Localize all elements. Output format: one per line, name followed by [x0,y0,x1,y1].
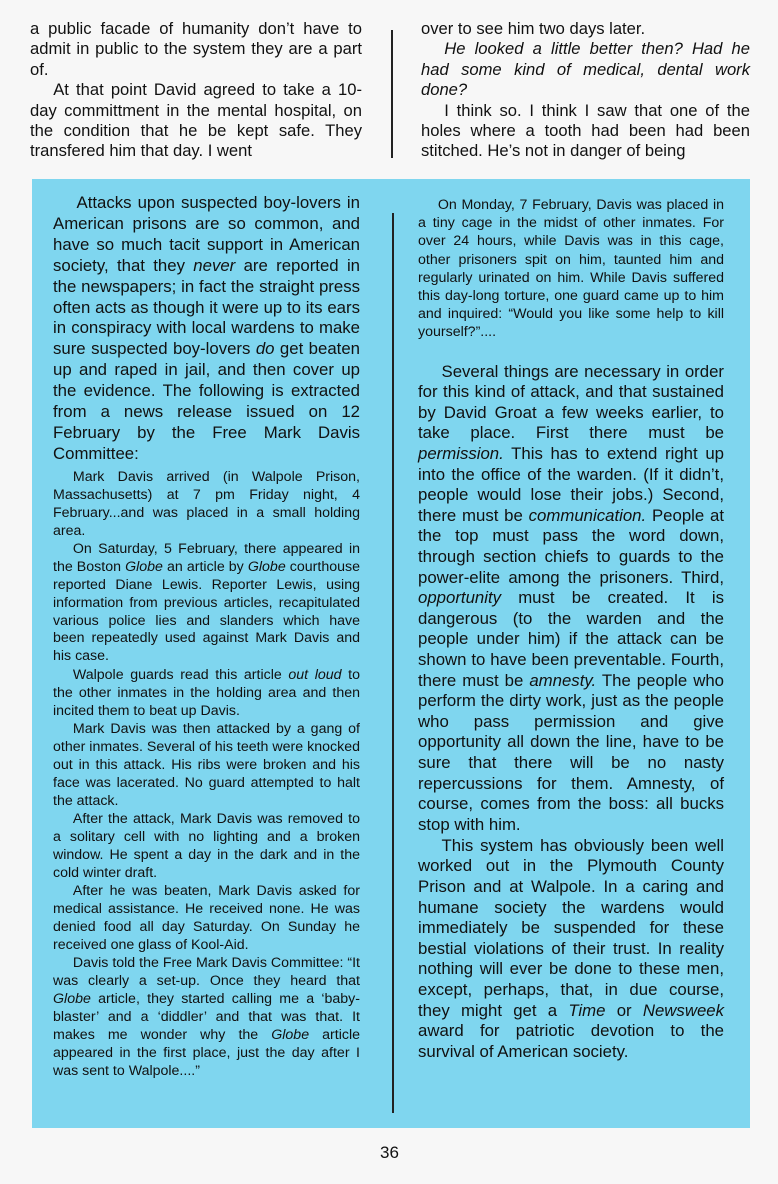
paragraph: a public facade of humanity don’t have to admit in public to the system they are a part of. [30,19,362,79]
sidebar-left-column [53,193,360,1081]
paragraph: After the attack, Mark Davis was removed to a solitary cell with no lighting and a broken window. He spent a day in the dark and in the cold winter draft. [53,811,360,881]
paragraph: This system has obviously been well worked out in the Plymouth County Prison and at Walpole. In a caring and humane society the wardens would immediately be suspended for these bestial violations of their trust. In reality nothing will ever be done to these men, except, perhaps, that, in due course, they might get a Time or Newsweek award for patriotic devotion to the survival of American society. [418,835,724,1061]
page-number: 36 [380,1143,399,1162]
paragraph: At that point David agreed to take a 10-day committment in the mental hospital, on the condition that he be kept safe. They transfered him that day. I went [30,80,362,161]
paragraph: Walpole guards read this article out loud to the other inmates in the holding area and then incited them to beat up Davis. [53,666,360,719]
paragraph: Mark Davis arrived (in Walpole Prison, Massachusetts) at 7 pm Friday night, 4 February...and was placed in a small holding area. [53,468,360,539]
paragraph: Several things are necessary in order for this kind of attack, and that sustained by David Groat a few weeks earlier, to take place. First there must be permission. This has to extend right up into the office of the warden. (If it didn’t, people would lose their jobs.) Second, there must be communication. People at the top must pass the word down, through section chiefs to guards to the power-elite among the prisoners. Third, opportunity must be created. It is dangerous (to the warden and the people under him) if the attack can be shown to have been preventable. Fourth, there must be amnesty. The people who perform the dirty work, just as the people who pass permission and give opportunity all down the line, have to be sure that there will be no nasty repercussions for them. Amnesty, of course, comes from the boss: all bucks stop with him. [418,361,724,834]
sidebar-right-column [418,196,724,1063]
news-release-excerpt [53,469,360,1081]
news-release-excerpt-continued [418,196,724,342]
top-right-column [421,19,750,162]
paragraph: over to see him two days later. [421,19,646,38]
interview-answer: I think so. I think I saw that one of the holes where a tooth had been had been stitched. He’s not in danger of being [421,100,750,161]
sidebar-intro [53,193,360,465]
paragraph: After he was beaten, Mark Davis asked for medical assistance. He received none. He was denied food all day Saturday. On Sunday he received one glass of Kool-Aid. [53,883,360,953]
paragraph: Attacks upon suspected boy-lovers in American prisons are so common, and have so much tacit support in American society, that they never are reported in the newspapers; in fact the straight press often acts as though it were up to its ears in conspiracy with local wardens to make sure suspected boy-lovers do get beaten up and raped in jail, and then cover up the evidence. The following is extracted from a news release issued on 12 February by the Free Mark Davis Committee: [53,193,361,463]
paragraph: Davis told the Free Mark Davis Committee: “It was clearly a set-up. Once they heard that Globe article, they started calling me a ‘baby-blaster’ and a ‘diddler’ and that was that. It makes me wonder why the Globe article appeared in the first place, just the day after I was sent to Walpole....” [53,955,360,1079]
sidebar-commentary [418,362,724,1063]
paragraph: Mark Davis was then attacked by a gang of other inmates. Several of his teeth were knocked out in this attack. His ribs were broken and his face was lacerated. No guard attempted to halt the attack. [53,720,360,809]
column-divider [391,30,393,158]
sidebar-column-divider [392,213,394,1113]
top-left-column [30,19,362,162]
paragraph: On Monday, 7 February, Davis was placed in a tiny cage in the midst of other inmates. For over 24 hours, while Davis was in this cage, other prisoners spit on him, taunted him and regularly urinated on him. While Davis suffered this day-long torture, one guard came up to him and inquired: “Would you like some help to kill yourself?”.... [418,197,724,341]
interview-question: He looked a little better then? Had he had some kind of medical, dental work done? [421,39,750,100]
paragraph: On Saturday, 5 February, there appeared in the Boston Globe an article by Globe courthouse reported Diane Lewis. Reporter Lewis, using information from previous articles, recapitulated various police lies and slanders which have been repeatedly used against Mark Davis and his case. [53,540,360,665]
